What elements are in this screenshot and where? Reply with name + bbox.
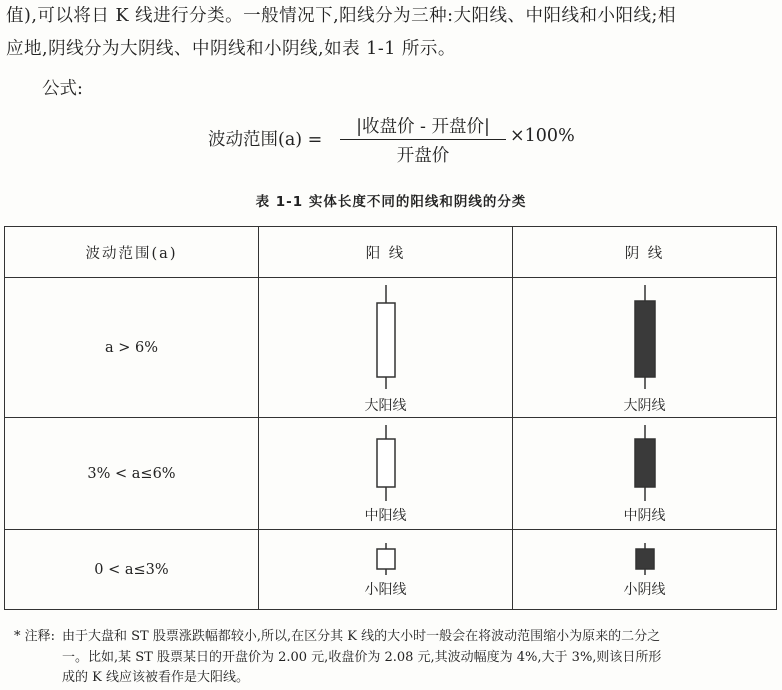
footnote-lead: * 注释: (14, 629, 56, 644)
yang-cell (259, 418, 513, 530)
formula-multiplier: ×100% (510, 126, 575, 146)
yin-cell (513, 530, 777, 610)
yang-label: 大阳线 (364, 397, 407, 414)
yang-label: 中阳线 (364, 507, 407, 524)
header-yang: 阳 线 (259, 227, 513, 278)
table-title: 表 1-1 实体长度不同的阳线和阴线的分类 (255, 194, 527, 210)
paragraph-line-1: 值),可以将日 K 线进行分类。一般情况下,阳线分为三种:大阳线、中阳线和小阳线;相 (6, 6, 676, 26)
small-yang-candle (366, 541, 406, 577)
yang-label: 小阳线 (364, 581, 407, 598)
footnote-line-1: 由于大盘和 ST 股票涨跌幅都较小,所以,在区分其 K 线的大小时一般会在将波动范围缩小为原来的二分之 (62, 629, 661, 644)
medium-yin-candle (625, 423, 665, 503)
small-yin-candle (625, 541, 665, 577)
fraction-bar (340, 139, 506, 140)
yin-cell (513, 278, 777, 418)
paragraph-line-2: 应地,阴线分为大阴线、中阴线和小阴线,如表 1-1 所示。 (6, 39, 456, 59)
yin-cell (513, 418, 777, 530)
footnote-line-2: 一。比如,某 ST 股票某日的开盘价为 2.00 元,收盘价为 2.08 元,其波动幅度为 4%,大于 3%,则该日所形 (62, 649, 662, 665)
medium-yang-candle (366, 423, 406, 503)
formula-denominator: 开盘价 (396, 146, 450, 166)
yin-label: 中阴线 (623, 507, 666, 524)
formula-lhs: 波动范围(a) = (208, 130, 323, 150)
footnote (14, 627, 780, 689)
yang-cell (259, 278, 513, 418)
header-range: 波动范围(a) (5, 227, 259, 278)
range-cell: 0 < a≤3% (5, 530, 259, 610)
footnote-line-3: 成的 K 线应该被看作是大阳线。 (62, 670, 249, 685)
range-cell: 3% < a≤6% (5, 418, 259, 530)
formula-label: 公式: (42, 79, 83, 99)
range-cell: a > 6% (5, 278, 259, 418)
formula (0, 113, 782, 169)
candlestick-classification-table (4, 226, 777, 610)
formula-numerator: |收盘价 - 开盘价| (356, 117, 490, 137)
header-yin: 阴 线 (513, 227, 777, 278)
yin-label: 大阴线 (623, 397, 666, 414)
large-yin-candle (625, 281, 665, 393)
table-header-row (5, 227, 777, 278)
yin-label: 小阴线 (623, 581, 666, 598)
table-row (5, 530, 777, 610)
large-yang-candle (366, 281, 406, 393)
table-row (5, 418, 777, 530)
yang-cell (259, 530, 513, 610)
table-row (5, 278, 777, 418)
